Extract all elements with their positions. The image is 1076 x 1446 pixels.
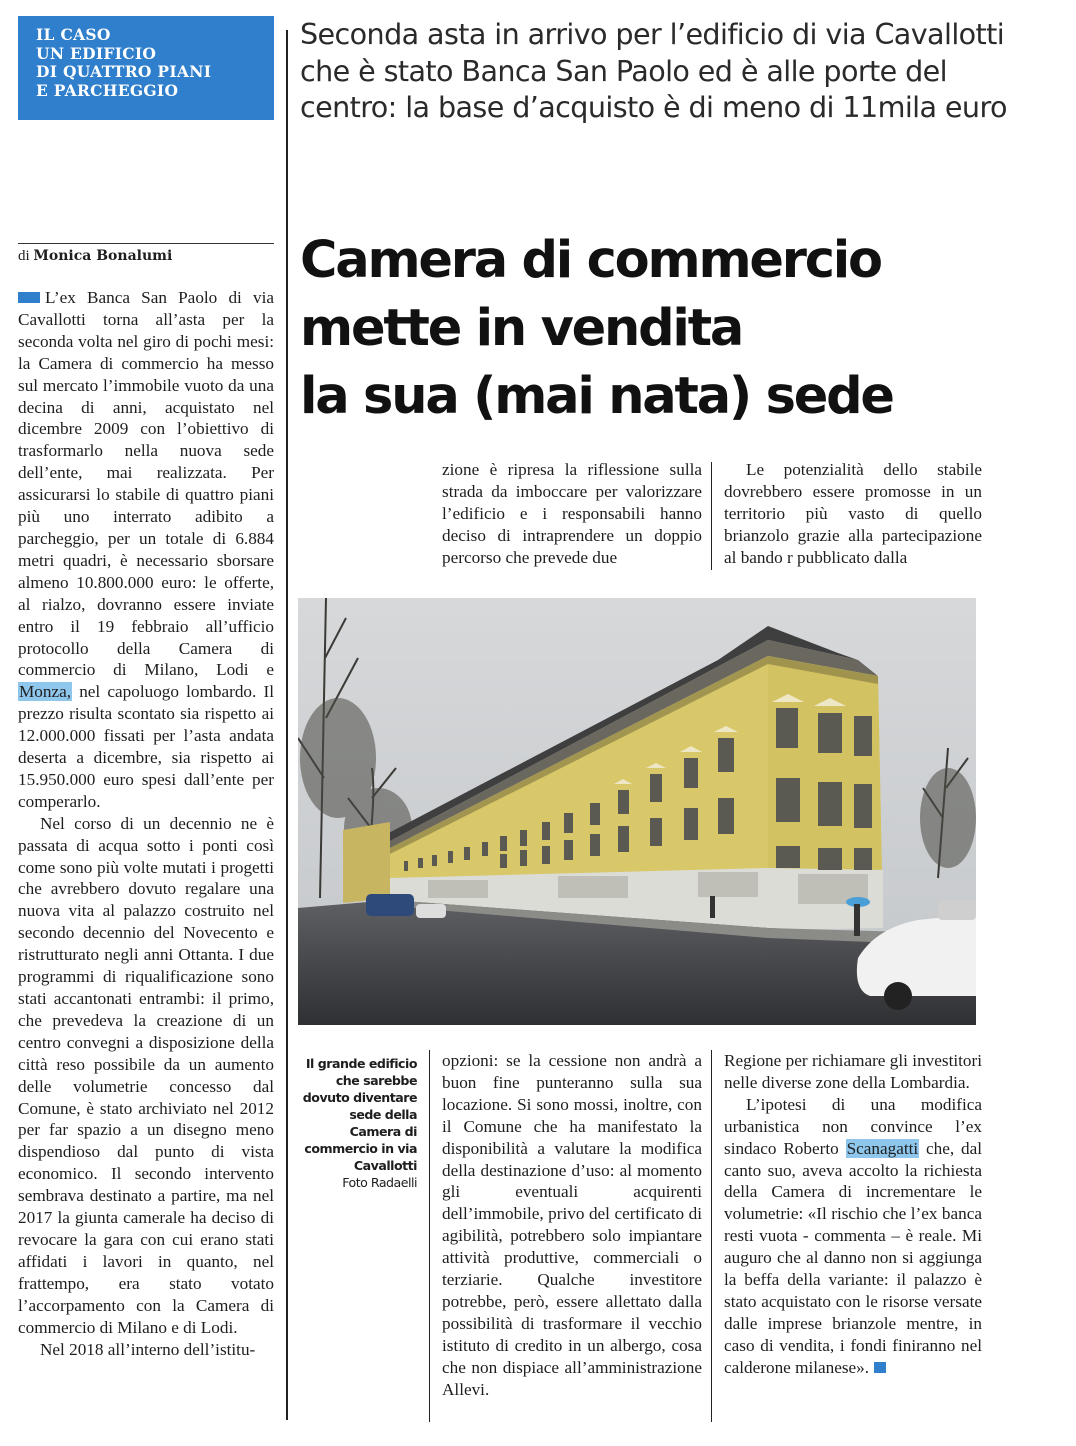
lead-square-icon [18,292,40,303]
photo-caption [300,1055,417,1191]
kicker-line: UN EDIFICIO [36,43,157,63]
subheadline [300,16,1070,126]
article-column-3 [724,459,982,569]
kicker-line: E PARCHEGGIO [36,80,179,100]
end-square-icon [874,1362,886,1373]
building-photo [298,598,976,1025]
paragraph: Regione per richiamare gli investitori nelle diverse zone della Lombardia. [724,1051,982,1092]
subhead-line: centro: la base d’acquisto è di meno di 11mila euro [300,90,1007,124]
article-column-4 [442,1050,702,1401]
caption-line: sede della [349,1107,417,1122]
kicker-box [18,16,274,120]
highlighted-term: Monza, [19,682,72,702]
caption-line: Cavallotti [353,1158,417,1173]
caption-line: dovuto diventare [302,1090,417,1105]
article-column-1 [18,287,274,1360]
divider-left-column [286,30,288,1420]
subhead-line: Seconda asta in arrivo per l’edificio di via Cavallotti [300,17,1005,51]
byline-prefix: di [18,248,30,264]
caption-line: che sarebbe [335,1073,417,1088]
kicker-line: DI QUATTRO PIANI [36,62,212,81]
paragraph: Nel corso di un decennio ne è passata di acqua sotto i ponti così come sono più volte mutati i progetti che avrebbero dovuto regalare una nuova vita al palazzo costruito nel secondo decennio del Novecento e ristrutturato negli anni Ottanta. I due programmi di riqualificazione sono stati accantonati entrambi: il primo, che prevedeva la creazione di un centro convegni a disposizione della città reso possibile da un aumento delle volumetrie concesso dal Comune, è stato archiviato nel 2012 per far spazio a un disegno meno dispendioso dal punto di vista economico. Il secondo intervento sembrava destinato a partire, ma nel 2017 la giunta camerale ha deciso di revocare la gara con cui erano stati affidati i lavori in quanto, nel frattempo, era stato votato l’accorpamento con la Camera di commercio di Milano e di Lodi. [18,813,274,1337]
caption-line: Il grande edificio [305,1056,417,1071]
headline [300,227,1070,431]
subhead-line: che è stato Banca San Paolo ed è alle porte del [300,53,947,88]
divider-caption-col4 [429,1050,430,1422]
divider-col4-col5 [711,1050,712,1422]
highlighted-term: Scanagatti [846,1138,919,1158]
headline-line: mette in vendita [300,299,743,358]
headline-line: Camera di commercio [300,231,881,290]
kicker-line: IL CASO [36,25,111,44]
author-name: Monica Bonalumi [33,248,173,264]
paragraph: Le potenzialità dello stabile dovrebbero essere promosse in un territorio più vasto di quello brianzolo grazie alla partecipazione al bando r pubblicato dalla [724,460,982,567]
byline [18,248,172,265]
caption-line: commercio in via [304,1141,417,1156]
paragraph: zione è ripresa la riflessione sulla strada da imboccare per valorizzare l’edificio e i responsabili hanno deciso di intraprendere un doppio percorso che prevede due [442,460,702,567]
photo-credit: Foto Radaelli [342,1175,417,1190]
article-column-5 [724,1050,982,1379]
headline-line: la sua (mai nata) sede [300,367,893,426]
divider-col2-col3-top [711,462,712,570]
paragraph: L’ipotesi di una modifica urbanistica non convince l’ex sindaco Roberto Scanagatti che, dal canto suo, aveva accolto la richiesta della Camera di incrementare le volumetrie: «Il rischio che l’ex banca resti vuota - commenta – è reale. Mi auguro che al danno non si aggiunga la beffa della variante: il palazzo è stato acquistato con le risorse versate dalle imprese brianzole mentre, in caso di vendita, i fondi finiranno nel calderone milanese». [724,1094,982,1377]
paragraph: Nel 2018 all’interno dell’istitu- [40,1339,256,1359]
caption-line: Camera di [349,1124,417,1139]
divider-byline [18,243,274,244]
paragraph: opzioni: se la cessione non andrà a buon fine punteranno sulla sua locazione. Si sono mossi, inoltre, con il Comune che ha manifestato la disponibilità a valutare la modifica della destinazione d’uso: al momento gli eventuali acquirenti dell’immobile, privo del certificato di agibilità, potrebbero solo impiantare attività produttive, commerciali o terziarie. Qualche investitore potrebbe, però, essere allettato dalla possibilità di trasformare il vecchio istituto di credito in un albergo, cosa che non dispiace all’amministrazione Allevi. [442,1051,702,1399]
paragraph: L’ex Banca San Paolo di via Cavallotti torna all’asta per la seconda volta nel giro di pochi mesi: la Camera di commercio ha messo sul mercato l’immobile vuoto da una decina di anni, acquistato nel dicembre 2009 con l’obiettivo di trasformarlo nella nuova sede dell’ente, mai realizzata. Per assicurarsi lo stabile di quattro piani più uno interrato adibito a parcheggio, per un totale di 6.884 metri quadri, è necessario sborsare almeno 10.800.000 euro: le offerte, al rialzo, dovranno essere inviate entro il 19 febbraio all’ufficio protocollo della Camera di commercio di Milano, Lodi e Monza, nel capoluogo lombardo. Il prezzo risulta scontato sia rispetto ai 12.000.000 fissati per l’asta andata deserta a dicembre, sia rispetto ai 15.950.000 euro spesi dall’ente per comperarlo. [18,288,274,811]
article-column-2 [442,459,702,569]
